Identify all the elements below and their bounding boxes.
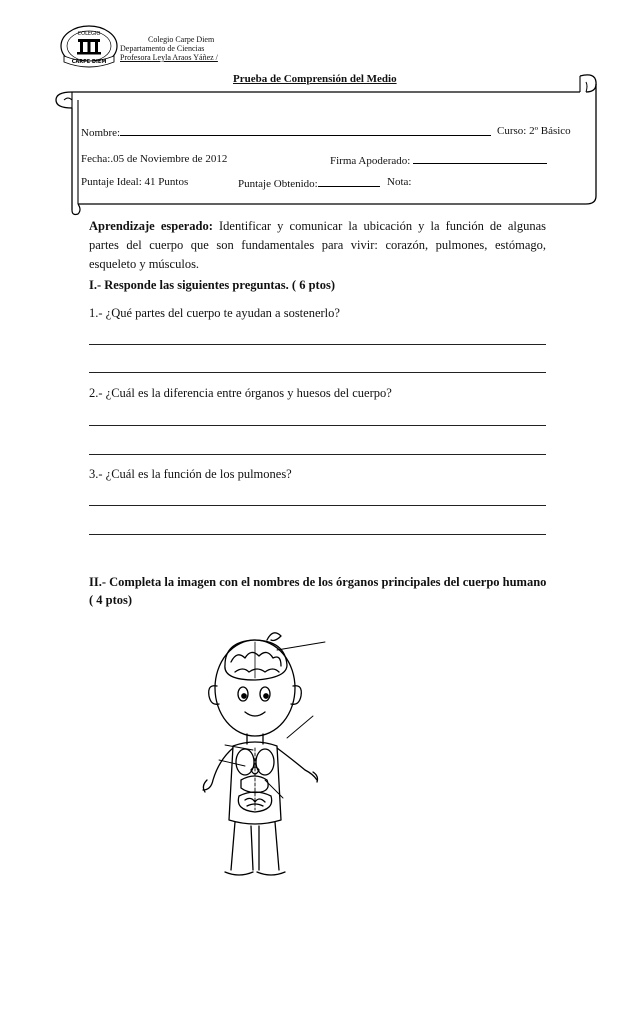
department-name: Departamento de Ciencias: [120, 44, 205, 53]
answer-line[interactable]: [89, 372, 546, 373]
section-1-title: I.- Responde las siguientes preguntas. ( 6 ptos): [89, 278, 335, 292]
name-blank[interactable]: [120, 125, 491, 136]
grade-label: Nota:: [387, 176, 412, 188]
label-line: [287, 716, 313, 738]
obtained-label: Puntaje Obtenido:: [238, 178, 318, 190]
learning-objective: [89, 217, 546, 274]
human-body-figure: [195, 620, 335, 890]
answer-line[interactable]: [89, 425, 546, 426]
test-title: Prueba de Comprensión del Medio: [233, 73, 397, 85]
guardian-blank[interactable]: [413, 153, 547, 164]
name-label: Nombre:: [81, 127, 121, 139]
brain-drawing: [225, 640, 287, 680]
objective-label: Aprendizaje esperado:: [89, 219, 213, 233]
scroll-frame: [50, 70, 610, 218]
answer-line[interactable]: [89, 454, 546, 455]
course-label: Curso: 2º Básico: [497, 125, 571, 137]
question-3: 3.- ¿Cuál es la función de los pulmones?: [89, 467, 292, 481]
section-2-title-line2: ( 4 ptos): [89, 593, 133, 607]
teacher-name: Profesora Leyla Araos Yáñez /: [120, 53, 218, 62]
guardian-label: Firma Apoderado:: [330, 155, 411, 167]
school-name: Colegio Carpe Diem: [148, 35, 215, 44]
logo-text-bottom: CARPE DIEM: [71, 59, 107, 65]
label-line: [265, 780, 283, 798]
answer-line[interactable]: [89, 534, 546, 535]
answer-line[interactable]: [89, 344, 546, 345]
school-logo: [58, 22, 120, 70]
label-line: [277, 642, 325, 650]
date-label: Fecha:.05 de Noviembre de 2012: [81, 153, 228, 165]
obtained-blank[interactable]: [318, 176, 380, 187]
obtained-score-field: [238, 176, 380, 190]
student-info-scroll: [50, 70, 610, 218]
answer-line[interactable]: [89, 505, 546, 506]
ideal-score-label: Puntaje Ideal: 41 Puntos: [81, 176, 189, 188]
question-1: 1.- ¿Qué partes del cuerpo te ayudan a sostenerlo?: [89, 306, 340, 320]
logo-text-top: COLEGIO: [77, 31, 101, 37]
school-info: [120, 35, 218, 62]
guardian-signature-field: [330, 153, 547, 167]
name-field: [81, 125, 491, 139]
label-line: [225, 745, 253, 750]
section-2-title-line1: II.- Completa la imagen con el nombres de los órganos principales del cuerpo humano: [89, 575, 547, 589]
objective-text: Identificar y comunicar la ubicación y la función de algunas partes del cuerpo que son fundamentales para vivir: corazón, pulmones, estómago, esqueleto y músculos.: [89, 219, 547, 271]
question-2: 2.- ¿Cuál es la diferencia entre órganos y huesos del cuerpo?: [89, 386, 392, 400]
